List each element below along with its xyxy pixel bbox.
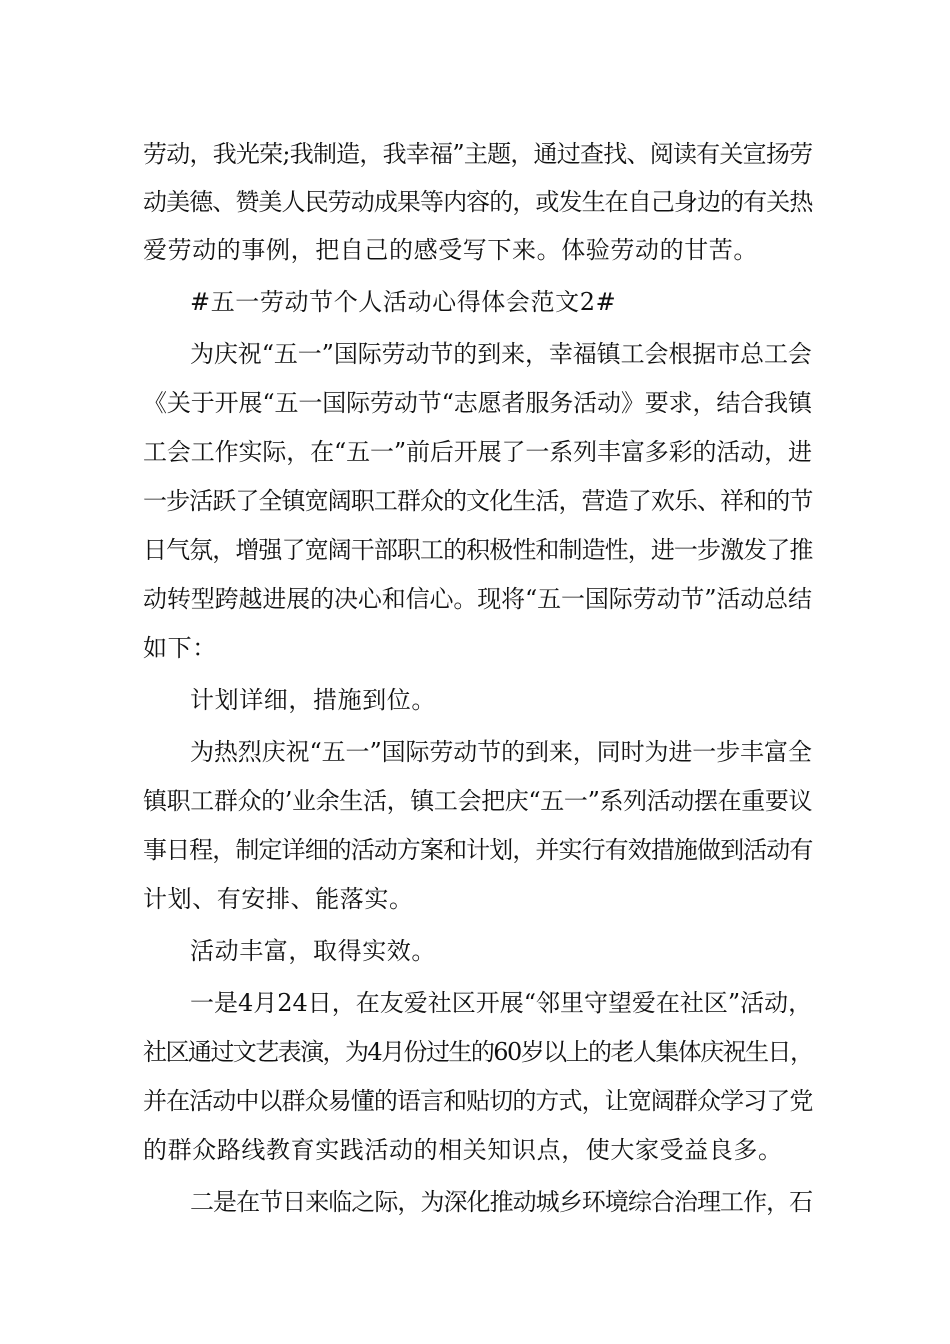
text-line: 工会工作实际，在“五一”前后开展了一系列丰富多彩的活动，进 bbox=[143, 438, 812, 466]
text-line: 如下： bbox=[143, 634, 217, 662]
text-line: 动美德、赞美人民劳动成果等内容的，或发生在自己身边的有关热 bbox=[143, 188, 813, 216]
text-line: 社区通过文艺表演，为4月份过生的60岁以上的老人集体庆祝生日， bbox=[143, 1038, 813, 1066]
text-line: 动转型跨越进展的决心和信心。现将“五一国际劳动节”活动总结 bbox=[143, 585, 812, 613]
text-line: 事日程，制定详细的活动方案和计划，并实行有效措施做到活动有 bbox=[143, 836, 813, 864]
text-line: 镇职工群众的’业余生活，镇工会把庆“五一”系列活动摆在重要议 bbox=[143, 787, 813, 815]
text-line: 为庆祝“五一”国际劳动节的到来，幸福镇工会根据市总工会 bbox=[190, 340, 812, 368]
text-line: 日气氛，增强了宽阔干部职工的积极性和制造性，进一步激发了推 bbox=[143, 536, 813, 564]
text-line: 劳动，我光荣;我制造，我幸福”主题，通过查找、阅读有关宣扬劳 bbox=[143, 140, 813, 168]
text-line: 并在活动中以群众易懂的语言和贴切的方式，让宽阔群众学习了党 bbox=[143, 1087, 813, 1115]
text-line: 一步活跃了全镇宽阔职工群众的文化生活，营造了欢乐、祥和的节 bbox=[143, 487, 813, 515]
text-line: 的群众路线教育实践活动的相关知识点，使大家受益良多。 bbox=[143, 1136, 783, 1164]
text-line: 《关于开展“五一国际劳动节“志愿者服务活动》要求，结合我镇 bbox=[143, 389, 812, 417]
text-line: 为热烈庆祝“五一”国际劳动节的到来，同时为进一步丰富全 bbox=[190, 738, 812, 766]
subheading: 计划详细，措施到位。 bbox=[190, 686, 436, 714]
text-line: 二是在节日来临之际，为深化推动城乡环境综合治理工作，石 bbox=[190, 1188, 813, 1216]
subheading: 活动丰富，取得实效。 bbox=[190, 937, 436, 965]
text-line: 计划、有安排、能落实。 bbox=[143, 885, 414, 913]
section-heading: #五一劳动节个人活动心得体会范文2# bbox=[190, 288, 617, 316]
text-line: 爱劳动的事例，把自己的感受写下来。体验劳动的甘苦。 bbox=[143, 236, 758, 264]
text-line: 一是4月24日，在友爱社区开展“邻里守望爱在社区”活动， bbox=[190, 989, 813, 1017]
